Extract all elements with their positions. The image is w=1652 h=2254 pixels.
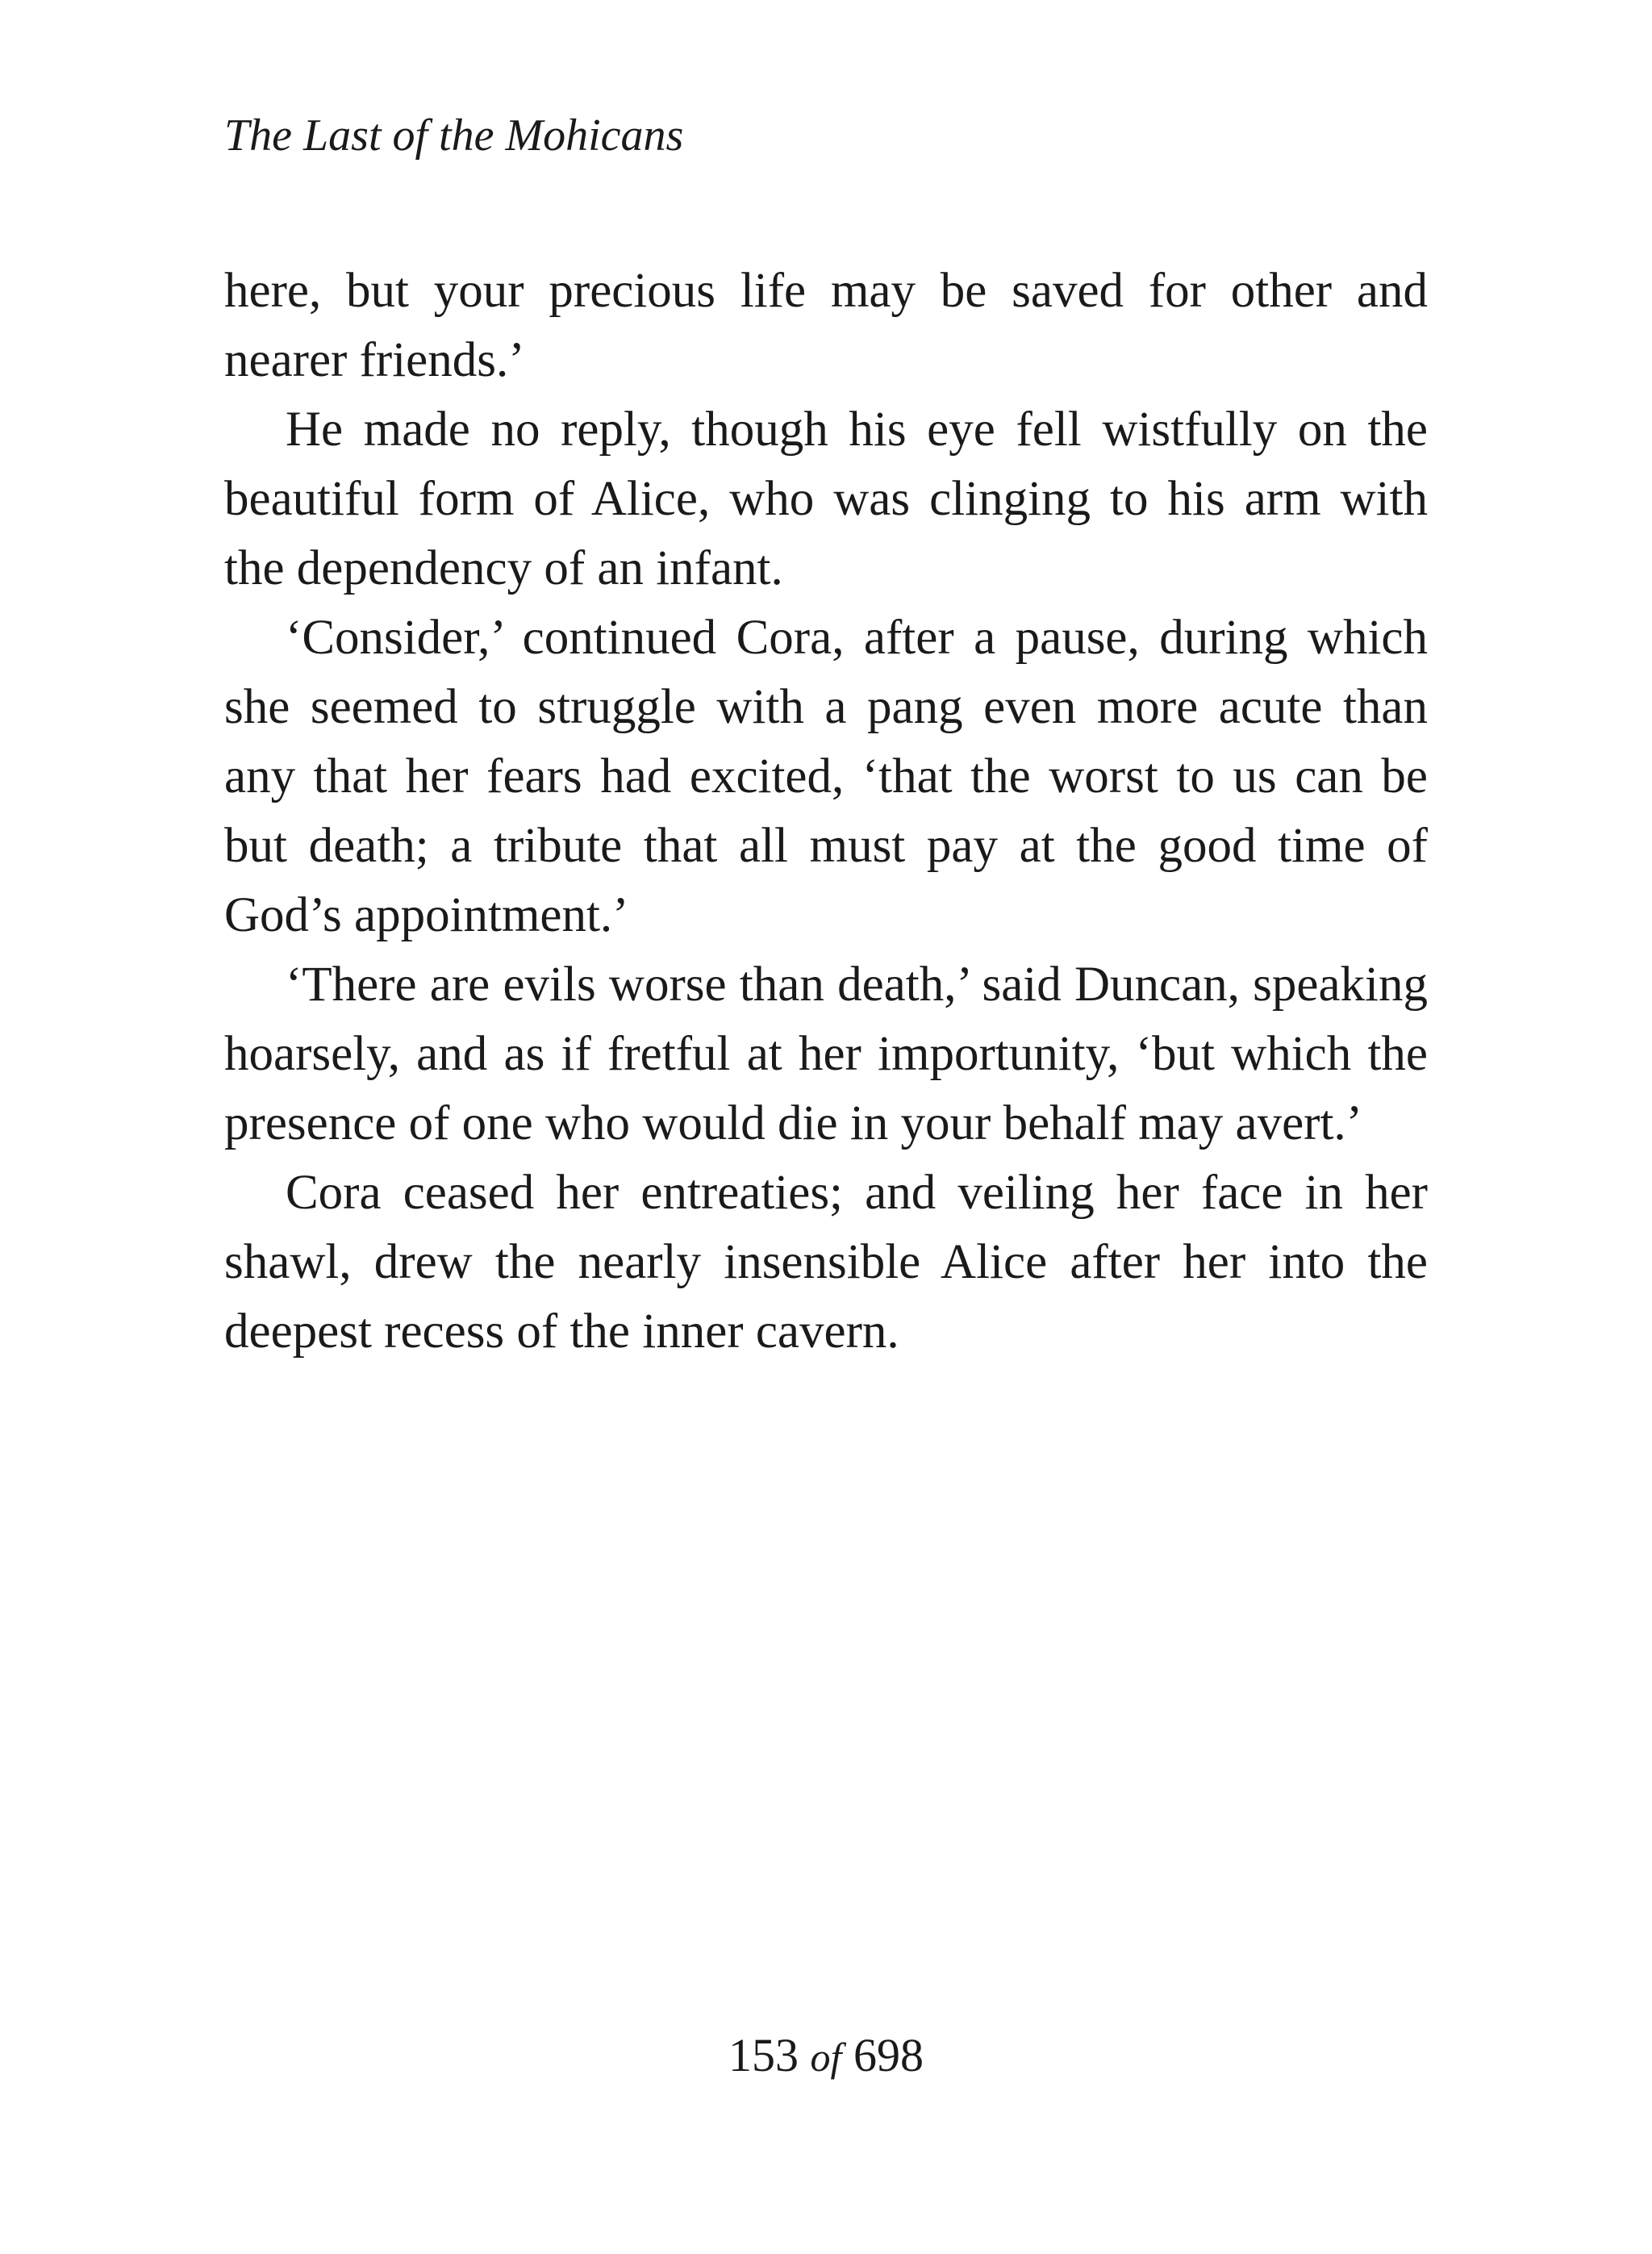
paragraph: ‘There are evils worse than death,’ said Duncan, speaking hoarsely, and as if fretful at her importunity, ‘but which the presence of one who would die in your behalf may avert.’ bbox=[224, 958, 1428, 1150]
body-text bbox=[224, 257, 1428, 1367]
page-number bbox=[0, 2023, 1652, 2089]
paragraph: here, but your precious life may be saved for other and nearer friends.’ bbox=[224, 264, 1428, 387]
paragraph: He made no reply, though his eye fell wistfully on the beautiful form of Alice, who was clinging to his arm with the dependency of an infant. bbox=[224, 403, 1428, 595]
running-head: The Last of the Mohicans bbox=[224, 111, 684, 161]
paragraph: ‘Consider,’ continued Cora, after a pause, during which she seemed to struggle with a pang even more acute than any that her fears had excited, ‘that the worst to us can be but death; a tribute that all must pay at the good time of God’s appointment.’ bbox=[224, 611, 1428, 942]
page-number-separator: of bbox=[810, 2035, 842, 2080]
page-number-current: 153 bbox=[728, 2029, 799, 2081]
page-number-total: 698 bbox=[853, 2029, 924, 2081]
paragraph: Cora ceased her entreaties; and veiling her face in her shawl, drew the nearly insensible Alice after her into the deepest recess of the inner cavern. bbox=[224, 1166, 1428, 1359]
